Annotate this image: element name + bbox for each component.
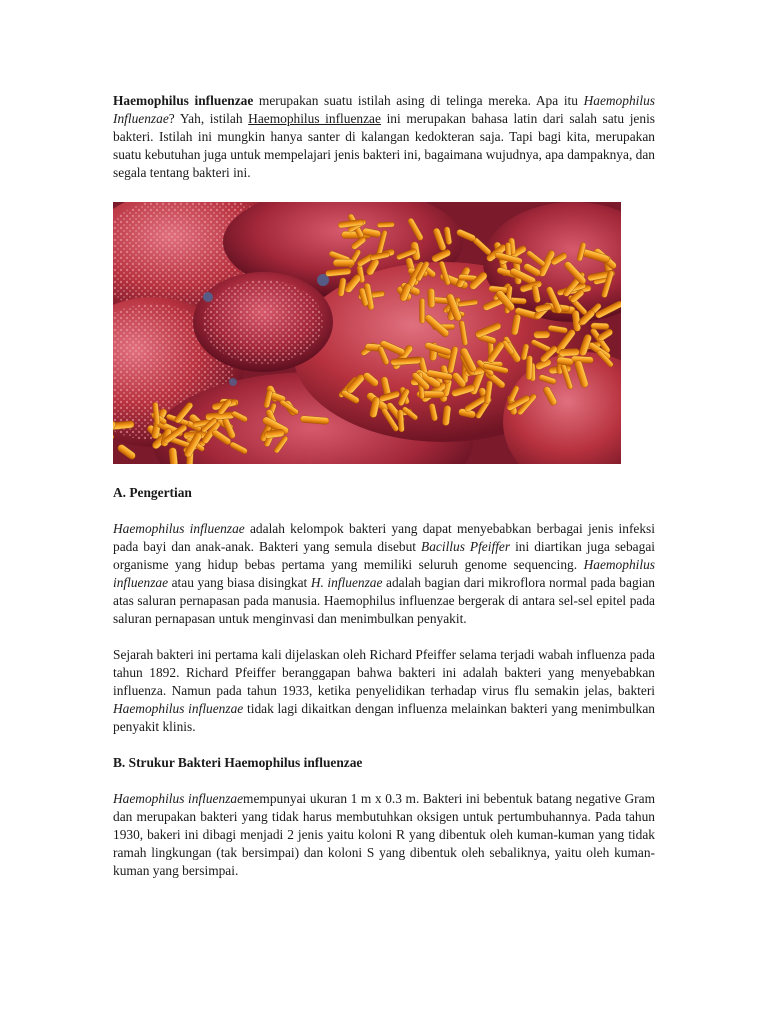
section-b-heading: B. Strukur Bakteri Haemophilus influenzae xyxy=(113,755,363,770)
section-a-paragraph-2 xyxy=(113,646,655,736)
text-run: adalah bagian dari mikroflora normal pada bagian atas saluran pernapasan pada manusia. Haemophilus influenzae bergerak di antara sel-sel epitel pada saluran pernapasan untuk menginvasi dan menimbulkan penyakit. xyxy=(113,575,655,626)
bacterium-rod xyxy=(534,331,550,338)
text-run: atau yang biasa disingkat xyxy=(168,575,311,590)
section-a-heading: A. Pengertian xyxy=(113,485,192,500)
bacterium-rod xyxy=(526,355,533,379)
intro-term-bold: Haemophilus influenzae xyxy=(113,93,254,108)
intro-term-underlined: Haemophilus influenzae xyxy=(248,111,381,126)
bacterium-rod xyxy=(559,348,580,356)
section-pengertian xyxy=(113,484,655,736)
bacteria-micrograph xyxy=(113,202,621,464)
intro-text-1: merupakan suatu istilah asing di telinga mereka. Apa itu xyxy=(253,93,584,108)
bacterium-rod xyxy=(571,356,594,364)
micrograph-image xyxy=(113,202,621,464)
section-struktur xyxy=(113,754,655,880)
intro-text-2: ? Yah, istilah xyxy=(168,111,249,126)
term-italic: Haemophilus influenzae xyxy=(113,701,244,716)
intro-text-3: ini merupakan bahasa latin dari salah satu jenis bakteri. Istilah ini mungkin hanya santer di kalangan kedokteran saja. Tapi bagi kita, merupakan suatu kebutuhan juga untuk mempelajari jenis bakteri ini, bagaimana wujudnya, apa dampaknya, dan segala tentang bakteri ini. xyxy=(113,111,655,180)
text-run: mempunyai ukuran 1 m x 0.3 m. Bakteri ini bebentuk batang negative Gram dan merupakan bakteri yang tidak harus membutuhkan oksigen untuk pertumbuhannya. Pada tahun 1930, bakeri ini dibagi menjadi 2 jenis yaitu koloni R yang dibentuk oleh kuman-kuman yang tidak ramah lingkungan (tak bersimpai) dan koloni S yang dibentuk oleh sebaliknya, yaitu oleh kuman-kuman yang bersimpai. xyxy=(113,791,655,878)
intro-paragraph xyxy=(113,92,655,182)
term-italic: Haemophilus influenzae xyxy=(113,557,655,590)
section-a-paragraph-1 xyxy=(113,520,655,628)
section-b-paragraph-1 xyxy=(113,790,655,880)
bacterium-rod xyxy=(419,298,424,323)
bacterium-rod xyxy=(428,288,435,307)
term-italic: Haemophilus influenzae xyxy=(113,791,244,806)
intro-term-italic: Haemophilus Influenzae xyxy=(113,93,655,126)
document-content xyxy=(113,92,655,880)
text-run: adalah kelompok bakteri yang dapat menyebabkan berbagai jenis infeksi pada bayi dan anak-anak. Bakteri yang semula disebut xyxy=(113,521,655,554)
term-italic: H. influenzae xyxy=(310,575,383,590)
bacterium-rod xyxy=(591,323,609,330)
term-italic: Bacillus Pfeiffer xyxy=(421,539,511,554)
term-italic: Haemophilus influenzae xyxy=(113,521,245,536)
text-run: Sejarah bakteri ini pertama kali dijelaskan oleh Richard Pfeiffer selama terjadi wabah influenza pada tahun 1892. Richard Pfeiffer beranggapan bahwa bakteri ini adalah bakteri yang menyebabkan influenza. Namun pada tahun 1933, ketika penyelidikan terhadap virus flu semakin jelas, bakteri xyxy=(113,647,655,698)
bacterium-rod xyxy=(377,222,394,228)
text-run: ini diartikan juga sebagai organisme yang hidup bebas pertama yang memiliki seluruh genome sequencing. xyxy=(113,539,655,572)
text-run: tidak lagi dikaitkan dengan influenza melainkan bakteri yang menimbulkan penyakit klinis. xyxy=(113,701,655,734)
bacterium-rod xyxy=(333,259,354,266)
